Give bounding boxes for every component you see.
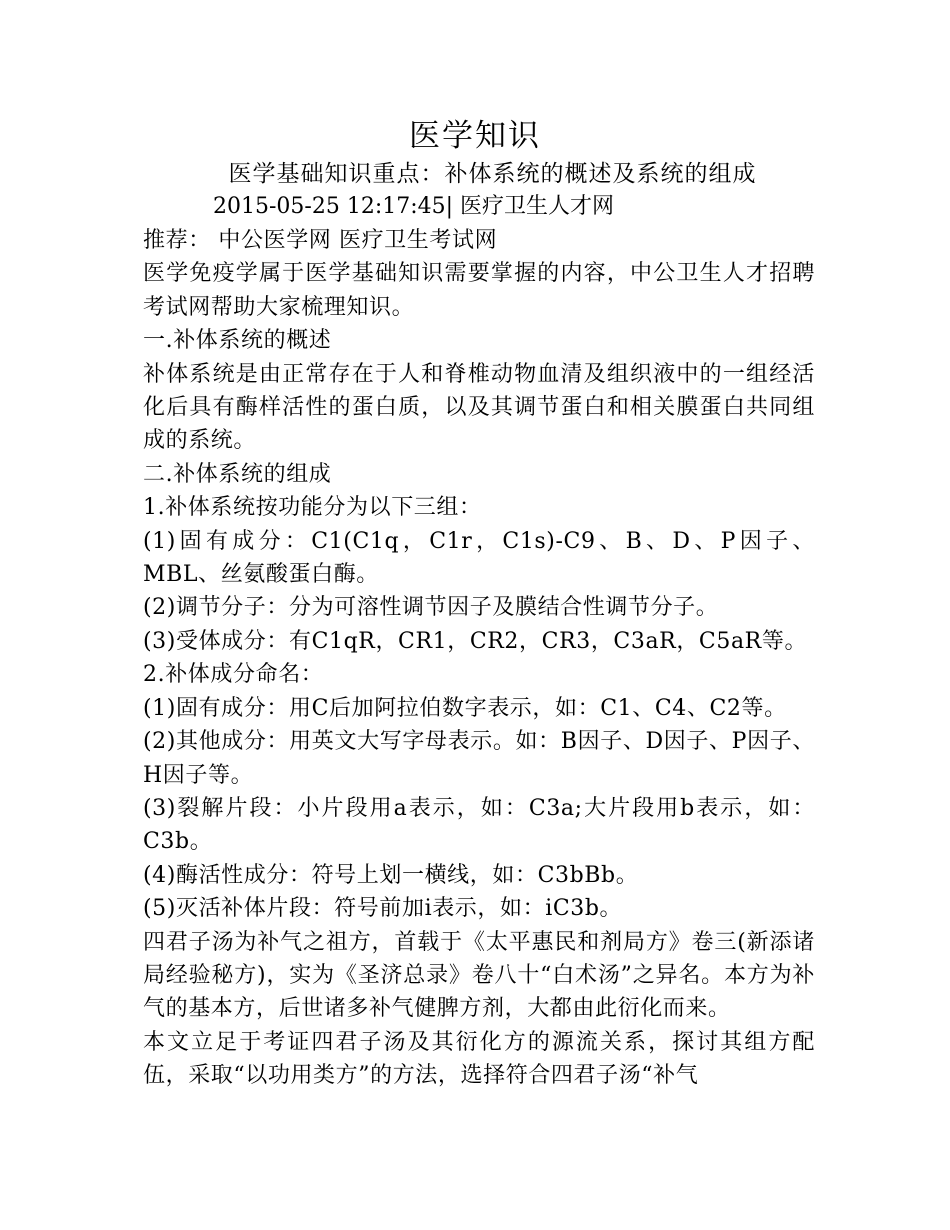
article-subtitle: 医学基础知识重点：补体系统的概述及系统的组成 bbox=[228, 161, 757, 187]
sijunzi-paragraph: 四君子汤为补气之祖方，首载于《太平惠民和剂局方》卷三(新添诸局经验秘方)，实为《圣济总录》卷八十“白术汤”之异名。本方为补气的基本方，后世诸多补气健脾方剂，大都由此衍化而来。 bbox=[143, 929, 815, 1022]
list-item: (3)受体成分：有C1qR，CR1，CR2，CR3，C3aR，C5aR等。 bbox=[143, 628, 808, 654]
section-heading-overview: 一.补体系统的概述 bbox=[143, 328, 332, 354]
list-item: (1)固有成分：C1(C1q，C1r，C1s)-C9、B、D、P因子、MBL、丝氨酸蛋白酶。 bbox=[143, 528, 815, 588]
subsection-naming: 2.补体成分命名： bbox=[143, 662, 324, 688]
list-item: (5)灭活补体片段：符号前加i表示，如：iC3b。 bbox=[143, 896, 623, 922]
list-item: (4)酶活性成分：符号上划一横线，如：C3bBb。 bbox=[143, 862, 639, 888]
research-paragraph: 本文立足于考证四君子汤及其衍化方的源流关系，探讨其组方配伍，采取“以功用类方”的方法，选择符合四君子汤“补气 bbox=[143, 1029, 815, 1089]
recommend-line: 推荐： 中公医学网 医疗卫生考试网 bbox=[143, 228, 498, 253]
list-item: (2)其他成分：用英文大写字母表示。如：B因子、D因子、P因子、H因子等。 bbox=[143, 729, 815, 788]
document-title: 医学知识 bbox=[409, 118, 541, 154]
article-body bbox=[143, 224, 815, 1093]
list-item: (2)调节分子：分为可溶性调节因子及膜结合性调节分子。 bbox=[143, 595, 719, 621]
list-item: (1)固有成分：用C后加阿拉伯数字表示，如：C1、C4、C2等。 bbox=[143, 695, 787, 721]
list-item: (3)裂解片段：小片段用a表示，如：C3a;大片段用b表示，如：C3b。 bbox=[143, 795, 815, 855]
intro-paragraph: 医学免疫学属于医学基础知识需要掌握的内容，中公卫生人才招聘考试网帮助大家梳理知识。 bbox=[143, 261, 815, 320]
subsection-function-groups: 1.补体系统按功能分为以下三组： bbox=[143, 495, 482, 521]
overview-paragraph: 补体系统是由正常存在于人和脊椎动物血清及组织液中的一组经活化后具有酶样活性的蛋白质，以及其调节蛋白和相关膜蛋白共同组成的系统。 bbox=[143, 361, 815, 454]
article-dateline: 2015-05-25 12:17:45| 医疗卫生人才网 bbox=[213, 194, 615, 219]
section-heading-composition: 二.补体系统的组成 bbox=[143, 461, 332, 487]
